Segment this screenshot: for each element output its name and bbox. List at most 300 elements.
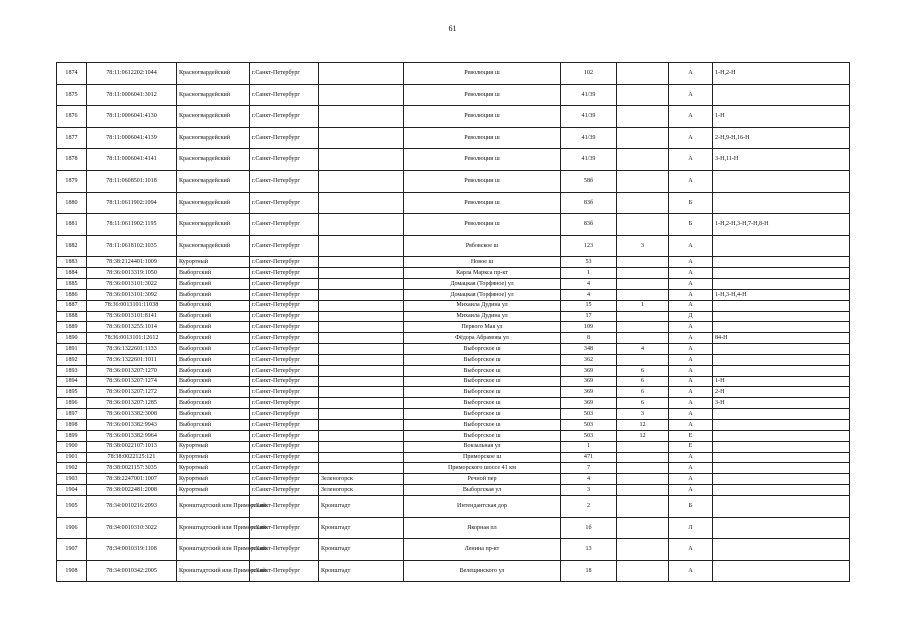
table-row [57,420,850,431]
city-cell: г.Санкт-Петербург [250,539,319,561]
city-cell: г.Санкт-Петербург [250,517,319,539]
building-cell [617,560,669,582]
table-row [57,517,850,539]
building-cell: 6 [617,387,669,398]
street-cell: Выборгское ш [404,376,561,387]
house-cell: 2 [561,495,617,517]
house-cell: 41/39 [561,127,617,149]
building-cell [617,354,669,365]
street-cell: Выборгское ш [404,387,561,398]
house-cell: 58б [561,170,617,192]
cadastral-number-cell: 78:36:0013101:3022 [87,279,177,290]
house-cell: 4 [561,279,617,290]
locality-cell [319,376,404,387]
building-cell [617,463,669,474]
street-cell: Михаила Дудина ул [404,300,561,311]
house-cell: 369 [561,387,617,398]
premises-cell [713,311,850,322]
building-cell [617,149,669,171]
city-cell: г.Санкт-Петербург [250,333,319,344]
premises-cell [713,430,850,441]
row-number-cell: 1902 [57,463,87,474]
page-number: 61 [448,24,457,33]
district-cell: Выборгский [177,420,250,431]
row-number-cell: 1876 [57,106,87,128]
locality-cell [319,387,404,398]
row-number-cell: 1885 [57,279,87,290]
street-cell: Первого Мая ул [404,322,561,333]
street-cell: Приморское ш [404,452,561,463]
building-cell: 3 [617,409,669,420]
street-cell: Домацкая (Торфяное) ул [404,289,561,300]
premises-cell [713,84,850,106]
cadastral-number-cell: 78:34:0010342:2005 [87,560,177,582]
house-cell: 17 [561,311,617,322]
row-number-cell: 1878 [57,149,87,171]
district-cell: Выборгский [177,365,250,376]
table-row [57,354,850,365]
table-row [57,214,850,236]
district-cell: Красногвардейский [177,149,250,171]
locality-cell [319,149,404,171]
row-number-cell: 1890 [57,333,87,344]
premises-cell [713,257,850,268]
letter-cell: А [669,376,713,387]
table-row [57,333,850,344]
district-cell: Красногвардейский [177,127,250,149]
district-cell: Выборгский [177,376,250,387]
city-cell: г.Санкт-Петербург [250,365,319,376]
premises-cell [713,441,850,452]
house-cell: 13 [561,539,617,561]
letter-cell: А [669,560,713,582]
city-cell: г.Санкт-Петербург [250,354,319,365]
locality-cell [319,84,404,106]
house-cell: 369 [561,376,617,387]
table-row [57,560,850,582]
cadastral-number-cell: 78:38:2124401:1009 [87,257,177,268]
table-row [57,344,850,355]
city-cell: г.Санкт-Петербург [250,485,319,496]
locality-cell: Кронштадт [319,539,404,561]
street-cell: Революции ш [404,149,561,171]
street-cell: Революции ш [404,106,561,128]
building-cell: 3 [617,235,669,257]
row-number-cell: 1877 [57,127,87,149]
premises-cell [713,452,850,463]
cadastral-number-cell: 78:11:0006041:4141 [87,149,177,171]
premises-cell [713,463,850,474]
letter-cell: А [669,170,713,192]
house-cell: 3 [561,485,617,496]
house-cell: 109 [561,322,617,333]
letter-cell: Е [669,430,713,441]
district-cell: Выборгский [177,430,250,441]
house-cell: 7 [561,463,617,474]
premises-cell: 1-Н,3-Н,4-Н [713,289,850,300]
letter-cell: А [669,398,713,409]
street-cell: Выборгское ш [404,409,561,420]
cadastral-number-cell: 78:36:0013382:9964 [87,430,177,441]
table-row [57,463,850,474]
row-number-cell: 1908 [57,560,87,582]
letter-cell: А [669,268,713,279]
cadastral-number-cell: 78:11:0612202:1044 [87,63,177,85]
table-row [57,387,850,398]
locality-cell [319,365,404,376]
house-cell: 83б [561,214,617,236]
district-cell: Выборгский [177,354,250,365]
letter-cell: Е [669,441,713,452]
row-number-cell: 1901 [57,452,87,463]
street-cell: Выборгское ш [404,398,561,409]
street-cell: Революции ш [404,63,561,85]
locality-cell [319,354,404,365]
letter-cell: А [669,289,713,300]
premises-cell: 3-Н,11-Н [713,149,850,171]
locality-cell [319,409,404,420]
building-cell [617,257,669,268]
house-cell: 123 [561,235,617,257]
district-cell: Выборгский [177,289,250,300]
cadastral-number-cell: 78:38:0022481:2008 [87,485,177,496]
building-cell [617,322,669,333]
street-cell: Речной пер [404,474,561,485]
letter-cell: А [669,344,713,355]
row-number-cell: 1886 [57,289,87,300]
building-cell: 6 [617,365,669,376]
premises-cell: 1-Н,2-Н [713,63,850,85]
building-cell [617,268,669,279]
city-cell: г.Санкт-Петербург [250,495,319,517]
letter-cell: А [669,149,713,171]
table-row [57,398,850,409]
street-cell: Выборгское ш [404,420,561,431]
table-row [57,192,850,214]
street-cell: Выборгская ул [404,485,561,496]
city-cell: г.Санкт-Петербург [250,84,319,106]
cadastral-number-cell: 78:36:0013207:1274 [87,376,177,387]
locality-cell [319,257,404,268]
premises-cell [713,268,850,279]
letter-cell: А [669,463,713,474]
city-cell: г.Санкт-Петербург [250,322,319,333]
cadastral-number-cell: 78:11:0006041:3012 [87,84,177,106]
house-cell: 8 [561,333,617,344]
row-number-cell: 1875 [57,84,87,106]
locality-cell [319,311,404,322]
locality-cell [319,463,404,474]
table-row [57,63,850,85]
city-cell: г.Санкт-Петербург [250,452,319,463]
cadastral-number-cell: 78:34:0010310:3022 [87,517,177,539]
street-cell: Революции ш [404,192,561,214]
letter-cell: А [669,452,713,463]
house-cell: 15 [561,300,617,311]
letter-cell: А [669,420,713,431]
house-cell: 41/39 [561,106,617,128]
city-cell: г.Санкт-Петербург [250,344,319,355]
letter-cell: А [669,365,713,376]
building-cell [617,495,669,517]
locality-cell [319,398,404,409]
premises-cell [713,365,850,376]
row-number-cell: 1906 [57,517,87,539]
premises-cell [713,517,850,539]
premises-cell: 2-Н [713,387,850,398]
table-row [57,257,850,268]
row-number-cell: 1883 [57,257,87,268]
building-cell: 1 [617,300,669,311]
letter-cell: А [669,322,713,333]
district-cell: Выборгский [177,344,250,355]
letter-cell: А [669,354,713,365]
building-cell: 12 [617,420,669,431]
table-row [57,127,850,149]
city-cell: г.Санкт-Петербург [250,106,319,128]
locality-cell [319,300,404,311]
building-cell [617,127,669,149]
street-cell: Выборгское ш [404,344,561,355]
cadastral-number-cell: 78:36:0013319:1050 [87,268,177,279]
city-cell: г.Санкт-Петербург [250,149,319,171]
table-row [57,84,850,106]
cadastral-number-cell: 78:36:0013207:1270 [87,365,177,376]
row-number-cell: 1899 [57,430,87,441]
building-cell [617,192,669,214]
cadastral-number-cell: 78:36:0013101:8141 [87,311,177,322]
letter-cell: А [669,387,713,398]
house-cell: 1б [561,517,617,539]
cadastral-number-cell: 78:11:0611902:1094 [87,192,177,214]
city-cell: г.Санкт-Петербург [250,300,319,311]
house-cell: 41/39 [561,149,617,171]
district-cell: Курортный [177,463,250,474]
building-cell [617,311,669,322]
row-number-cell: 1895 [57,387,87,398]
street-cell: Велещинского ул [404,560,561,582]
building-cell [617,63,669,85]
locality-cell [319,430,404,441]
house-cell: 503 [561,430,617,441]
street-cell: Выборгское ш [404,430,561,441]
building-cell [617,333,669,344]
district-cell: Курортный [177,441,250,452]
table-row [57,452,850,463]
building-cell [617,474,669,485]
cadastral-number-cell: 78:36:0013207:1285 [87,398,177,409]
locality-cell: Кронштадт [319,560,404,582]
locality-cell: Зеленогорск [319,485,404,496]
district-cell: Курортный [177,257,250,268]
cadastral-number-cell: 78:36:0013101:12612 [87,333,177,344]
building-cell [617,289,669,300]
city-cell: г.Санкт-Петербург [250,409,319,420]
table-row [57,441,850,452]
house-cell: 503 [561,420,617,431]
premises-cell [713,495,850,517]
house-cell: 362 [561,354,617,365]
district-cell: Красногвардейский [177,106,250,128]
letter-cell: А [669,409,713,420]
cadastral-number-cell: 78:11:0006041:4139 [87,127,177,149]
street-cell: Рябовское ш [404,235,561,257]
cadastral-number-cell: 78:36:1322601:1133 [87,344,177,355]
row-number-cell: 1897 [57,409,87,420]
row-number-cell: 1879 [57,170,87,192]
table-row [57,149,850,171]
letter-cell: А [669,474,713,485]
premises-cell [713,420,850,431]
letter-cell: А [669,63,713,85]
cadastral-number-cell: 78:36:0013382:9943 [87,420,177,431]
district-cell: Выборгский [177,268,250,279]
street-cell: Михаила Дудина ул [404,311,561,322]
district-cell: Красногвардейский [177,192,250,214]
row-number-cell: 1887 [57,300,87,311]
row-number-cell: 1881 [57,214,87,236]
row-number-cell: 1888 [57,311,87,322]
premises-cell: 2-Н,9-Н,16-Н [713,127,850,149]
premises-cell [713,560,850,582]
row-number-cell: 1884 [57,268,87,279]
premises-cell: 1-Н [713,106,850,128]
letter-cell: А [669,106,713,128]
building-cell [617,84,669,106]
premises-cell: 3-Н [713,398,850,409]
street-cell: Ленина пр-кт [404,539,561,561]
district-cell: Выборгский [177,387,250,398]
row-number-cell: 1898 [57,420,87,431]
letter-cell: А [669,235,713,257]
table-row [57,106,850,128]
row-number-cell: 1893 [57,365,87,376]
premises-cell: 1-Н [713,376,850,387]
premises-cell [713,170,850,192]
house-cell: 348 [561,344,617,355]
district-cell: Курортный [177,474,250,485]
district-cell: Выборгский [177,398,250,409]
row-number-cell: 1882 [57,235,87,257]
cadastral-number-cell: 78:36:0013255:1014 [87,322,177,333]
street-cell: Новое ш [404,257,561,268]
building-cell: 6 [617,398,669,409]
building-cell [617,279,669,290]
premises-cell [713,344,850,355]
row-number-cell: 1903 [57,474,87,485]
house-cell: 41/39 [561,84,617,106]
district-cell: Выборгский [177,311,250,322]
cadastral-number-cell: 78:36:0013382:3008 [87,409,177,420]
district-cell: Кронштадтский или Приморский [177,539,250,561]
house-cell: 102 [561,63,617,85]
district-cell: Выборгский [177,279,250,290]
street-cell: Выборгское ш [404,365,561,376]
building-cell: 12 [617,430,669,441]
cadastral-number-cell: 78:36:0013207:1272 [87,387,177,398]
city-cell: г.Санкт-Петербург [250,279,319,290]
table-row [57,365,850,376]
city-cell: г.Санкт-Петербург [250,474,319,485]
building-cell [617,485,669,496]
locality-cell [319,170,404,192]
city-cell: г.Санкт-Петербург [250,192,319,214]
locality-cell: Кронштадт [319,495,404,517]
premises-cell [713,300,850,311]
letter-cell: А [669,257,713,268]
house-cell: 369 [561,398,617,409]
cadastral-number-cell: 78:34:0010319:1108 [87,539,177,561]
city-cell: г.Санкт-Петербург [250,268,319,279]
district-cell: Кронштадтский или Приморский [177,517,250,539]
street-cell: Революции ш [404,127,561,149]
city-cell: г.Санкт-Петербург [250,170,319,192]
locality-cell [319,235,404,257]
table-row [57,235,850,257]
cadastral-number-cell: 78:11:0611902:1195 [87,214,177,236]
street-cell: Фёдора Абрамова ул [404,333,561,344]
street-cell: Приморского шоссе 41 км [404,463,561,474]
house-cell: 18 [561,560,617,582]
locality-cell: Зеленогорск [319,474,404,485]
city-cell: г.Санкт-Петербург [250,441,319,452]
locality-cell [319,420,404,431]
city-cell: г.Санкт-Петербург [250,376,319,387]
row-number-cell: 1907 [57,539,87,561]
letter-cell: А [669,485,713,496]
row-number-cell: 1904 [57,485,87,496]
letter-cell: Б [669,495,713,517]
street-cell: Карла Маркса пр-кт [404,268,561,279]
street-cell: Революции ш [404,214,561,236]
address-register-table [56,62,850,582]
house-cell: 503 [561,409,617,420]
cadastral-number-cell: 78:11:0618102:1035 [87,235,177,257]
district-cell: Выборгский [177,409,250,420]
locality-cell [319,192,404,214]
letter-cell: А [669,127,713,149]
building-cell [617,517,669,539]
district-cell: Кронштадтский или Приморский [177,495,250,517]
letter-cell: А [669,84,713,106]
building-cell: 4 [617,344,669,355]
table-row [57,430,850,441]
row-number-cell: 1892 [57,354,87,365]
premises-cell [713,354,850,365]
table-row [57,268,850,279]
cadastral-number-cell: 78:38:0022107:1013 [87,441,177,452]
cadastral-number-cell: 78:11:0006041:4130 [87,106,177,128]
city-cell: г.Санкт-Петербург [250,235,319,257]
row-number-cell: 1891 [57,344,87,355]
house-cell: 1 [561,268,617,279]
district-cell: Красногвардейский [177,84,250,106]
locality-cell [319,268,404,279]
street-cell: Революции ш [404,170,561,192]
district-cell: Красногвардейский [177,170,250,192]
table-row [57,485,850,496]
locality-cell [319,214,404,236]
building-cell: 6 [617,376,669,387]
building-cell [617,441,669,452]
house-cell: 4 [561,289,617,300]
premises-cell [713,485,850,496]
letter-cell: Д [669,311,713,322]
building-cell [617,106,669,128]
table-row [57,409,850,420]
district-cell: Выборгский [177,333,250,344]
city-cell: г.Санкт-Петербург [250,214,319,236]
